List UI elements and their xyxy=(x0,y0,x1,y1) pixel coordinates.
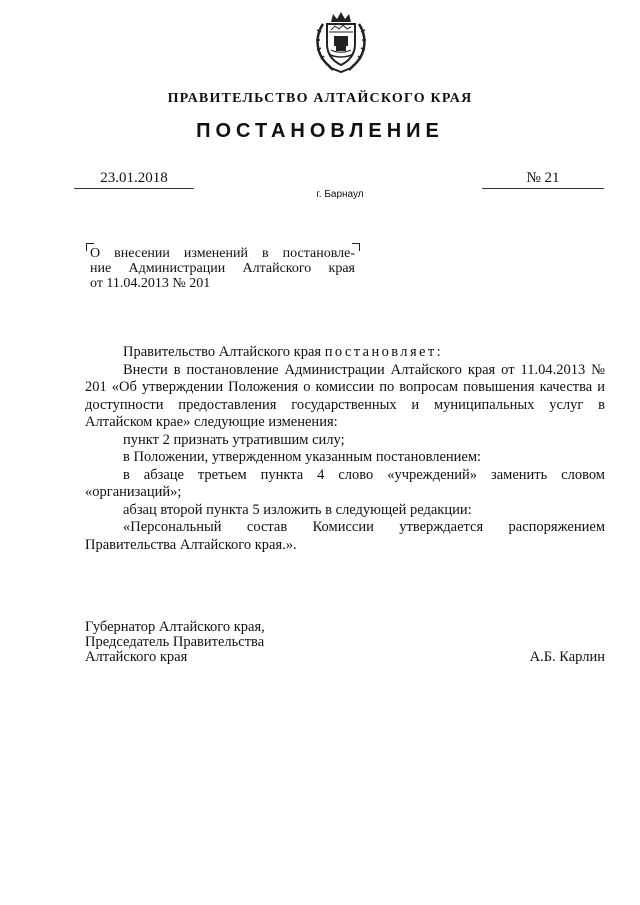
body-paragraph: Внести в постановление Администрации Алтайского края от 11.04.2013 № 201 «Об утверждении Положения о комиссии по вопросам повышения качества и доступности предоставления государственных и муниципальных услуг в Алтайском крае» следующие изменения: xyxy=(85,361,605,430)
signatory-position xyxy=(85,620,265,665)
document-city: г. Барнаул xyxy=(316,189,364,200)
document-subject xyxy=(90,246,355,291)
body-paragraph: абзац второй пункта 5 изложить в следующей редакции: xyxy=(123,501,472,518)
signatory-position-line: Алтайского края xyxy=(85,649,188,665)
document-type-title: ПОСТАНОВЛЕНИЕ xyxy=(196,120,444,142)
signatory-position-line: Губернатор Алтайского края, xyxy=(85,619,265,635)
intro-prefix: Правительство Алтайского края xyxy=(123,344,325,360)
intro-paragraph xyxy=(85,344,605,362)
body-paragraph: в абзаце третьем пункта 4 слово «учреждений» заменить словом «организаций»; xyxy=(85,466,605,500)
altai-coat-of-arms-icon xyxy=(313,10,369,74)
subject-line: ние Администрации Алтайского края xyxy=(90,261,355,276)
body-paragraph: «Персональный состав Комиссии утверждается распоряжением Правительства Алтайского края.». xyxy=(85,519,605,553)
document-body xyxy=(85,344,605,554)
subject-line: от 11.04.2013 № 201 xyxy=(90,276,211,291)
body-paragraph: пункт 2 признать утратившим силу; xyxy=(123,431,345,448)
intro-verb: постановляет: xyxy=(324,344,444,360)
subject-line: О внесении изменений в постановле- xyxy=(90,246,355,261)
document-date: 23.01.2018 xyxy=(100,170,168,186)
body-paragraph: в Положении, утвержденном указанным постановлением: xyxy=(123,449,482,465)
document-number: № 21 xyxy=(526,170,560,186)
organization-title: ПРАВИТЕЛЬСТВО АЛТАЙСКОГО КРАЯ xyxy=(167,91,473,106)
signatory-position-line: Председатель Правительства xyxy=(85,634,265,650)
signatory-name: А.Б. Карлин xyxy=(529,649,605,665)
